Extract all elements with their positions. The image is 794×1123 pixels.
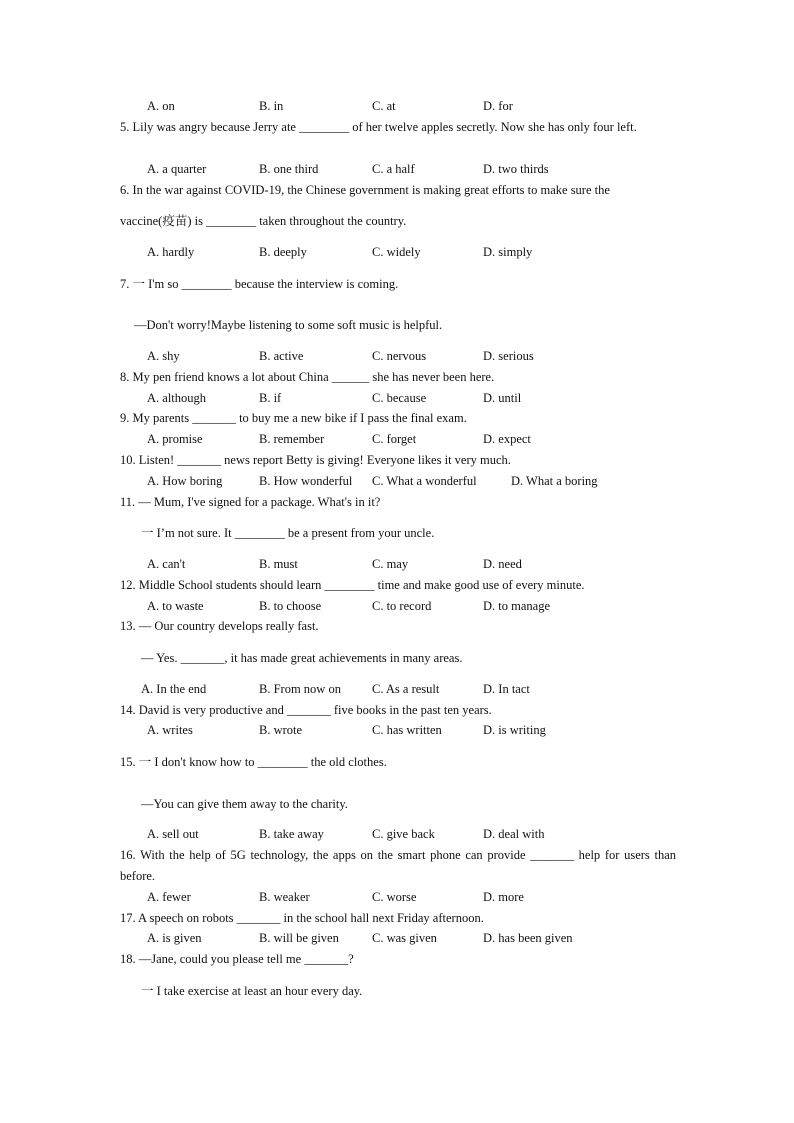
q16-option-b: B. weaker [259,890,310,904]
q4-option-b: B. in [259,99,284,113]
q17-option-d: D. has been given [483,931,573,945]
q12-option-b: B. to choose [259,599,322,613]
q11-option-a: A. can't [147,557,186,571]
q13-stem: 13. — Our country develops really fast. [120,619,319,633]
q8-stem: 8. My pen friend knows a lot about China ______ she has never been here. [120,370,495,384]
q9-option-d: D. expect [483,432,531,446]
q16-option-c: C. worse [372,890,417,904]
q15-option-d: D. deal with [483,827,545,841]
q8-option-b: B. if [259,391,282,405]
q7-stem: 7. 一 I'm so ________ because the interview is coming. [120,277,399,291]
q13-option-c: C. As a result [372,682,440,696]
q13-option-b: B. From now on [259,682,341,696]
q4-option-c: C. at [372,99,396,113]
q9-option-c: C. forget [372,432,417,446]
q13-reply: — Yes. _______, it has made great achievements in many areas. [141,651,463,665]
q7-option-c: C. nervous [372,349,427,363]
q9-option-b: B. remember [259,432,325,446]
q17-option-c: C. was given [372,931,437,945]
q12-option-a: A. to waste [147,599,204,613]
q5-option-b: B. one third [259,162,319,176]
q4-option-d: D. for [483,99,513,113]
q15-option-b: B. take away [259,827,324,841]
q13-option-d: D. In tact [483,682,530,696]
q14-option-c: C. has written [372,723,442,737]
q7-option-d: D. serious [483,349,534,363]
q17-stem: 17. A speech on robots _______ in the school hall next Friday afternoon. [120,911,484,925]
q6-option-a: A. hardly [147,245,195,259]
q5-option-a: A. a quarter [147,162,207,176]
q13-option-a: A. In the end [141,682,207,696]
q11-option-b: B. must [259,557,298,571]
q11-option-d: D. need [483,557,522,571]
q5-stem: 5. Lily was angry because Jerry ate ________ of her twelve apples secretly. Now she has only four left. [120,120,637,134]
q7-reply: —Don't worry!Maybe listening to some soft music is helpful. [134,318,443,332]
q15-option-c: C. give back [372,827,435,841]
q15-option-a: A. sell out [147,827,199,841]
q11-stem: 11. — Mum, I've signed for a package. What's in it? [120,495,381,509]
q10-option-a: A. How boring [147,474,223,488]
q14-option-b: B. wrote [259,723,303,737]
q11-reply: 一 I’m not sure. It ________ be a present from your uncle. [141,526,435,540]
q16-option-a: A. fewer [147,890,191,904]
q14-option-a: A. writes [147,723,193,737]
q12-stem: 12. Middle School students should learn ________ time and make good use of every minute. [120,578,585,592]
q9-stem: 9. My parents _______ to buy me a new bike if I pass the final exam. [120,411,467,425]
q10-option-c: C. What a wonderful [372,474,477,488]
q17-option-a: A. is given [147,931,202,945]
q7-option-a: A. shy [147,349,180,363]
q15-reply: —You can give them away to the charity. [141,797,348,811]
q17-option-b: B. will be given [259,931,339,945]
q14-option-d: D. is writing [483,723,546,737]
q6-stem-line2: vaccine(疫苗) is ________ taken throughout the country. [120,214,407,228]
q18-stem: 18. —Jane, could you please tell me _______? [120,952,354,966]
q10-stem: 10. Listen! _______ news report Betty is giving! Everyone likes it very much. [120,453,511,467]
q6-option-b: B. deeply [259,245,307,259]
q15-stem: 15. 一 I don't know how to ________ the old clothes. [120,755,387,769]
q18-reply: 一 I take exercise at least an hour every day. [141,984,363,998]
q14-stem: 14. David is very productive and _______ five books in the past ten years. [120,703,492,717]
q16-stem: 16. With the help of 5G technology, the apps on the smart phone can provide _______ help for users than before. [120,848,676,883]
q12-option-d: D. to manage [483,599,550,613]
q8-option-d: D. until [483,391,522,405]
q5-option-c: C. a half [372,162,415,176]
q6-option-d: D. simply [483,245,533,259]
q11-option-c: C. may [372,557,409,571]
q6-stem-line1: 6. In the war against COVID-19, the Chinese government is making great efforts to make sure the [120,183,610,197]
q16-option-d: D. more [483,890,524,904]
q6-option-c: C. widely [372,245,421,259]
q5-option-d: D. two thirds [483,162,549,176]
q10-option-d: D. What a boring [511,474,598,488]
q8-option-a: A. although [147,391,207,405]
q8-option-c: C. because [372,391,427,405]
q4-option-a: A. on [147,99,175,113]
q12-option-c: C. to record [372,599,432,613]
q7-option-b: B. active [259,349,304,363]
q10-option-b: B. How wonderful [259,474,353,488]
q9-option-a: A. promise [147,432,203,446]
